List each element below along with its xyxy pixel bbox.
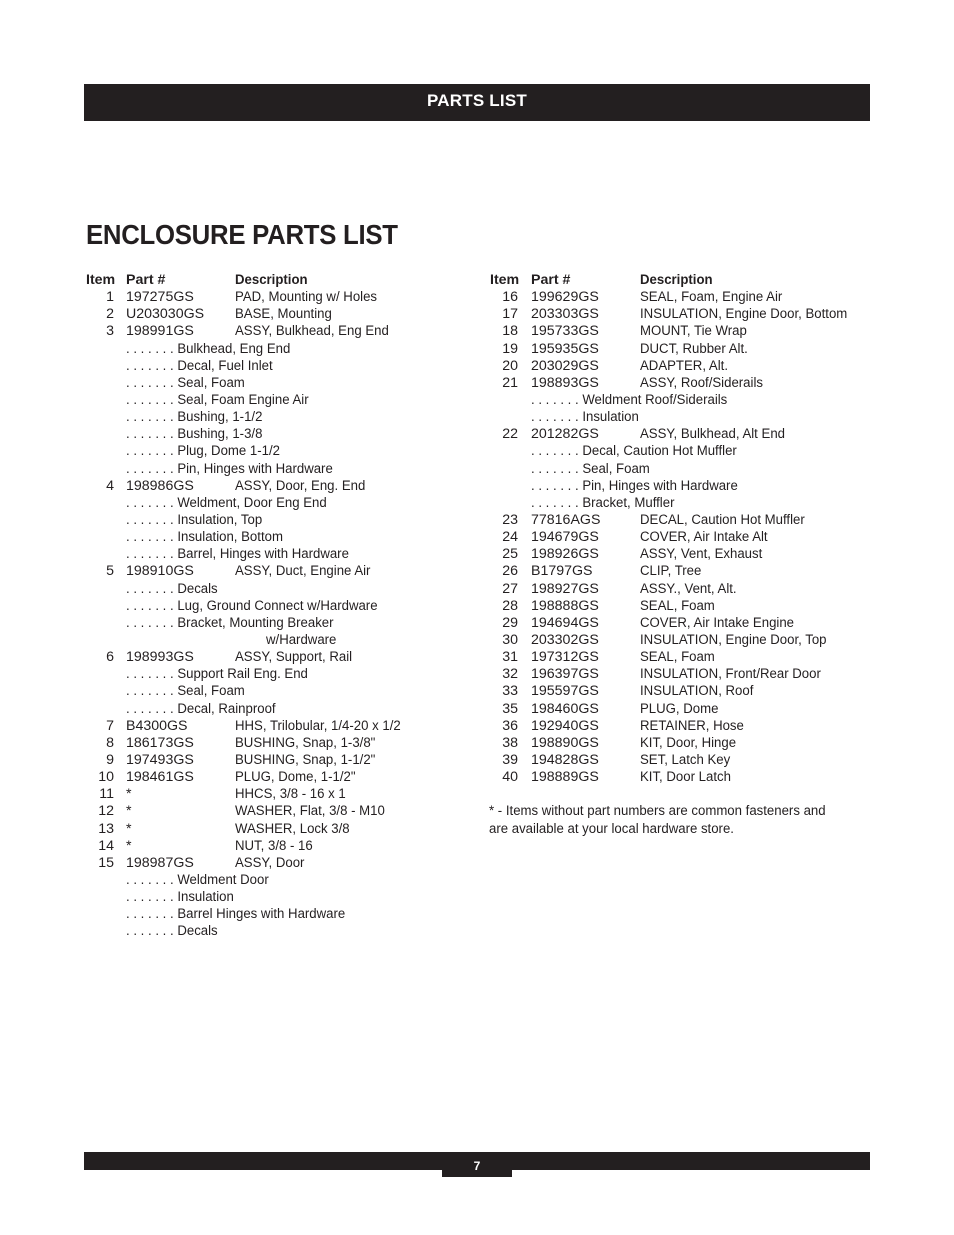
- table-row: [490, 546, 870, 563]
- part-number: 194694GS: [531, 614, 599, 631]
- sub-part-description: . . . . . . . Insulation, Top: [126, 511, 263, 528]
- item-number: 21: [502, 374, 518, 391]
- part-description: INSULATION, Engine Door, Top: [640, 631, 827, 648]
- table-row: [490, 666, 870, 683]
- part-description: SEAL, Foam, Engine Air: [640, 289, 783, 306]
- table-row: [86, 529, 466, 546]
- table-row: [86, 341, 466, 358]
- table-row: [490, 769, 870, 786]
- part-number: 203303GS: [531, 306, 599, 323]
- table-row: [490, 701, 870, 718]
- item-number: 28: [502, 597, 518, 614]
- part-description: CLIP, Tree: [640, 563, 702, 580]
- table-row: [86, 461, 466, 478]
- sub-part-description: . . . . . . . Bushing, 1-3/8: [126, 426, 263, 443]
- sub-part-description: . . . . . . . Weldment, Door Eng End: [126, 494, 327, 511]
- table-row: [490, 323, 870, 340]
- part-number: B1797GS: [531, 563, 593, 580]
- part-description: ASSY, Bulkhead, Alt End: [640, 426, 786, 443]
- table-row: [86, 443, 466, 460]
- part-number: 186173GS: [126, 734, 194, 751]
- part-description: BASE, Mounting: [235, 306, 332, 323]
- table-row: [86, 821, 466, 838]
- part-description: SEAL, Foam: [640, 649, 715, 666]
- part-description: KIT, Door Latch: [640, 769, 731, 786]
- part-number: 77816AGS: [531, 511, 601, 528]
- part-description: BUSHING, Snap, 1-3/8": [235, 734, 376, 751]
- part-description: INSULATION, Roof: [640, 683, 754, 700]
- item-number: 11: [99, 786, 114, 803]
- part-description: ASSY, Vent, Exhaust: [640, 546, 763, 563]
- item-number: 38: [502, 734, 518, 751]
- description-continuation: w/Hardware: [266, 631, 337, 648]
- part-number: *: [126, 837, 132, 854]
- part-number: 203029GS: [531, 357, 599, 374]
- sub-part-description: . . . . . . . Bushing, 1-1/2: [126, 409, 263, 426]
- item-number: 35: [502, 700, 518, 717]
- part-description: RETAINER, Hose: [640, 717, 744, 734]
- table-row: [86, 786, 466, 803]
- part-number: 198910GS: [126, 563, 194, 580]
- footnote: * - Items without part numbers are common fasteners and are available at your local hardware store.: [489, 803, 826, 837]
- item-number: 19: [502, 340, 518, 357]
- sub-part-description: . . . . . . . Weldment Roof/Siderails: [531, 391, 728, 408]
- sub-part-description: . . . . . . . Seal, Foam: [531, 460, 650, 477]
- item-number: 12: [98, 803, 114, 820]
- item-number: 6: [106, 649, 114, 666]
- sub-part-description: . . . . . . . Decals: [126, 580, 218, 597]
- table-row: [86, 426, 466, 443]
- part-number: 197312GS: [531, 649, 599, 666]
- table-row: [86, 495, 466, 512]
- table-row: [490, 289, 870, 306]
- part-description: HHS, Trilobular, 1/4-20 x 1/2: [235, 717, 401, 734]
- table-row: [490, 375, 870, 392]
- part-number: 198890GS: [531, 734, 599, 751]
- table-header: [86, 272, 466, 289]
- part-description: DUCT, Rubber Alt.: [640, 340, 748, 357]
- part-description: PLUG, Dome, 1-1/2": [235, 769, 356, 786]
- item-number: 24: [502, 529, 518, 546]
- table-row: [490, 752, 870, 769]
- part-description: BUSHING, Snap, 1-1/2": [235, 751, 376, 768]
- table-row: [490, 512, 870, 529]
- part-number: 194679GS: [531, 529, 599, 546]
- item-number: 3: [106, 323, 114, 340]
- sub-part-description: . . . . . . . Lug, Ground Connect w/Hardware: [126, 597, 378, 614]
- item-number: 25: [502, 546, 518, 563]
- sub-part-description: . . . . . . . Decal, Fuel Inlet: [126, 357, 273, 374]
- table-row: [86, 838, 466, 855]
- part-number: 198987GS: [126, 854, 194, 871]
- table-row: [86, 649, 466, 666]
- part-description: MOUNT, Tie Wrap: [640, 323, 747, 340]
- sub-part-description: . . . . . . . Insulation: [531, 409, 639, 426]
- page-number: 7: [442, 1152, 512, 1177]
- part-description: ADAPTER, Alt.: [640, 357, 728, 374]
- part-number: 203302GS: [531, 631, 599, 648]
- part-description: ASSY, Bulkhead, Eng End: [235, 323, 389, 340]
- table-row: [490, 718, 870, 735]
- table-row: [86, 358, 466, 375]
- sub-part-description: . . . . . . . Bulkhead, Eng End: [126, 340, 291, 357]
- item-number: 14: [98, 837, 114, 854]
- parts-table-left: [86, 272, 466, 940]
- item-number: 32: [502, 666, 518, 683]
- sub-part-description: . . . . . . . Pin, Hinges with Hardware: [126, 460, 333, 477]
- part-number: 195935GS: [531, 340, 599, 357]
- part-number: B4300GS: [126, 717, 188, 734]
- table-row: [490, 615, 870, 632]
- table-row: [86, 392, 466, 409]
- item-number: 23: [502, 511, 518, 528]
- table-row: [86, 769, 466, 786]
- table-row: [490, 581, 870, 598]
- table-row: [86, 752, 466, 769]
- table-row: [490, 683, 870, 700]
- part-number: 194828GS: [531, 751, 599, 768]
- item-number: 40: [502, 769, 518, 786]
- table-row: [86, 289, 466, 306]
- sub-part-description: . . . . . . . Bracket, Mounting Breaker: [126, 614, 334, 631]
- part-description: ASSY, Door: [235, 854, 305, 871]
- item-number: 17: [502, 306, 518, 323]
- item-number: 10: [98, 769, 114, 786]
- item-number: 4: [106, 477, 114, 494]
- part-number: *: [126, 820, 132, 837]
- table-row: [86, 632, 466, 649]
- part-number: 197275GS: [126, 289, 194, 306]
- part-number: 198888GS: [531, 597, 599, 614]
- table-header: [490, 272, 870, 289]
- table-row: [490, 563, 870, 580]
- table-row: [86, 615, 466, 632]
- part-description: WASHER, Lock 3/8: [235, 820, 350, 837]
- item-number: 7: [106, 717, 114, 734]
- item-number: 18: [502, 323, 518, 340]
- table-row: [490, 735, 870, 752]
- part-description: ASSY, Door, Eng. End: [235, 477, 366, 494]
- item-number: 8: [106, 734, 114, 751]
- table-row: [490, 426, 870, 443]
- sub-part-description: . . . . . . . Bracket, Muffler: [531, 494, 675, 511]
- item-number: 15: [98, 854, 114, 871]
- sub-part-description: . . . . . . . Seal, Foam: [126, 374, 245, 391]
- sub-part-description: . . . . . . . Pin, Hinges with Hardware: [531, 477, 738, 494]
- part-number: 199629GS: [531, 289, 599, 306]
- table-row: [86, 581, 466, 598]
- column-header-part: Part #: [126, 272, 166, 288]
- part-description: ASSY, Duct, Engine Air: [235, 563, 371, 580]
- part-description: ASSY., Vent, Alt.: [640, 580, 737, 597]
- table-row: [490, 392, 870, 409]
- parts-table-right: [490, 272, 870, 786]
- part-description: SEAL, Foam: [640, 597, 715, 614]
- part-number: 198460GS: [531, 700, 599, 717]
- table-row: [490, 495, 870, 512]
- part-number: 197493GS: [126, 751, 194, 768]
- part-number: *: [126, 786, 132, 803]
- table-row: [86, 683, 466, 700]
- part-number: 198993GS: [126, 649, 194, 666]
- part-description: COVER, Air Intake Alt: [640, 529, 768, 546]
- section-header-title: PARTS LIST: [427, 91, 527, 110]
- part-number: 198461GS: [126, 769, 194, 786]
- part-description: COVER, Air Intake Engine: [640, 614, 795, 631]
- table-row: [490, 358, 870, 375]
- part-description: INSULATION, Front/Rear Door: [640, 666, 821, 683]
- table-row: [86, 718, 466, 735]
- table-row: [490, 443, 870, 460]
- table-row: [86, 889, 466, 906]
- item-number: 26: [502, 563, 518, 580]
- item-number: 27: [502, 580, 518, 597]
- part-number: 198926GS: [531, 546, 599, 563]
- part-number: 198991GS: [126, 323, 194, 340]
- table-row: [86, 923, 466, 940]
- table-row: [86, 855, 466, 872]
- column-header-item: Item: [490, 272, 520, 288]
- table-row: [490, 409, 870, 426]
- part-description: WASHER, Flat, 3/8 - M10: [235, 803, 385, 820]
- table-row: [86, 306, 466, 323]
- sub-part-description: . . . . . . . Decals: [126, 923, 218, 940]
- item-number: 13: [98, 820, 114, 837]
- table-row: [490, 649, 870, 666]
- table-row: [490, 341, 870, 358]
- item-number: 31: [502, 649, 518, 666]
- sub-part-description: . . . . . . . Seal, Foam: [126, 683, 245, 700]
- table-row: [86, 478, 466, 495]
- part-description: HHCS, 3/8 - 16 x 1: [235, 786, 346, 803]
- part-description: NUT, 3/8 - 16: [235, 837, 313, 854]
- column-header-description: Description: [235, 272, 308, 288]
- part-number: 195733GS: [531, 323, 599, 340]
- table-row: [490, 461, 870, 478]
- item-number: 39: [502, 751, 518, 768]
- table-row: [490, 306, 870, 323]
- part-number: 198893GS: [531, 374, 599, 391]
- table-row: [490, 529, 870, 546]
- table-row: [86, 735, 466, 752]
- sub-part-description: . . . . . . . Insulation: [126, 889, 234, 906]
- part-description: PAD, Mounting w/ Holes: [235, 289, 378, 306]
- table-row: [86, 512, 466, 529]
- part-description: PLUG, Dome: [640, 700, 719, 717]
- part-description: DECAL, Caution Hot Muffler: [640, 511, 805, 528]
- table-row: [86, 563, 466, 580]
- page-title: ENCLOSURE PARTS LIST: [86, 219, 398, 250]
- item-number: 20: [502, 357, 518, 374]
- sub-part-description: . . . . . . . Decal, Rainproof: [126, 700, 276, 717]
- part-description: ASSY, Support, Rail: [235, 649, 353, 666]
- table-row: [86, 546, 466, 563]
- part-number: 195597GS: [531, 683, 599, 700]
- item-number: 30: [502, 631, 518, 648]
- table-row: [86, 872, 466, 889]
- item-number: 9: [106, 751, 114, 768]
- part-description: INSULATION, Engine Door, Bottom: [640, 306, 848, 323]
- item-number: 36: [502, 717, 518, 734]
- table-row: [86, 803, 466, 820]
- sub-part-description: . . . . . . . Plug, Dome 1-1/2: [126, 443, 281, 460]
- column-header-part: Part #: [531, 272, 571, 288]
- sub-part-description: . . . . . . . Weldment Door: [126, 871, 269, 888]
- column-header-item: Item: [86, 272, 116, 288]
- part-number: 196397GS: [531, 666, 599, 683]
- part-description: KIT, Door, Hinge: [640, 734, 737, 751]
- sub-part-description: . . . . . . . Barrel, Hinges with Hardware: [126, 546, 349, 563]
- table-row: [86, 906, 466, 923]
- table-row: [490, 632, 870, 649]
- item-number: 1: [106, 289, 114, 306]
- table-row: [86, 598, 466, 615]
- table-row: [86, 375, 466, 392]
- part-number: 198986GS: [126, 477, 194, 494]
- item-number: 22: [502, 426, 518, 443]
- sub-part-description: . . . . . . . Insulation, Bottom: [126, 529, 283, 546]
- section-header-bar: [84, 84, 870, 121]
- table-row: [490, 478, 870, 495]
- sub-part-description: . . . . . . . Support Rail Eng. End: [126, 666, 308, 683]
- part-description: SET, Latch Key: [640, 751, 731, 768]
- item-number: 2: [106, 306, 114, 323]
- part-number: 201282GS: [531, 426, 599, 443]
- sub-part-description: . . . . . . . Seal, Foam Engine Air: [126, 391, 309, 408]
- part-number: *: [126, 803, 132, 820]
- sub-part-description: . . . . . . . Decal, Caution Hot Muffler: [531, 443, 737, 460]
- item-number: 29: [502, 614, 518, 631]
- part-number: 198889GS: [531, 769, 599, 786]
- table-row: [490, 598, 870, 615]
- part-number: U203030GS: [126, 306, 205, 323]
- table-row: [86, 666, 466, 683]
- table-row: [86, 701, 466, 718]
- sub-part-description: . . . . . . . Barrel Hinges with Hardware: [126, 906, 346, 923]
- table-row: [86, 409, 466, 426]
- part-description: ASSY, Roof/Siderails: [640, 374, 763, 391]
- item-number: 5: [106, 563, 114, 580]
- item-number: 16: [502, 289, 518, 306]
- item-number: 33: [502, 683, 518, 700]
- part-number: 192940GS: [531, 717, 599, 734]
- part-number: 198927GS: [531, 580, 599, 597]
- column-header-description: Description: [640, 272, 713, 288]
- table-row: [86, 323, 466, 340]
